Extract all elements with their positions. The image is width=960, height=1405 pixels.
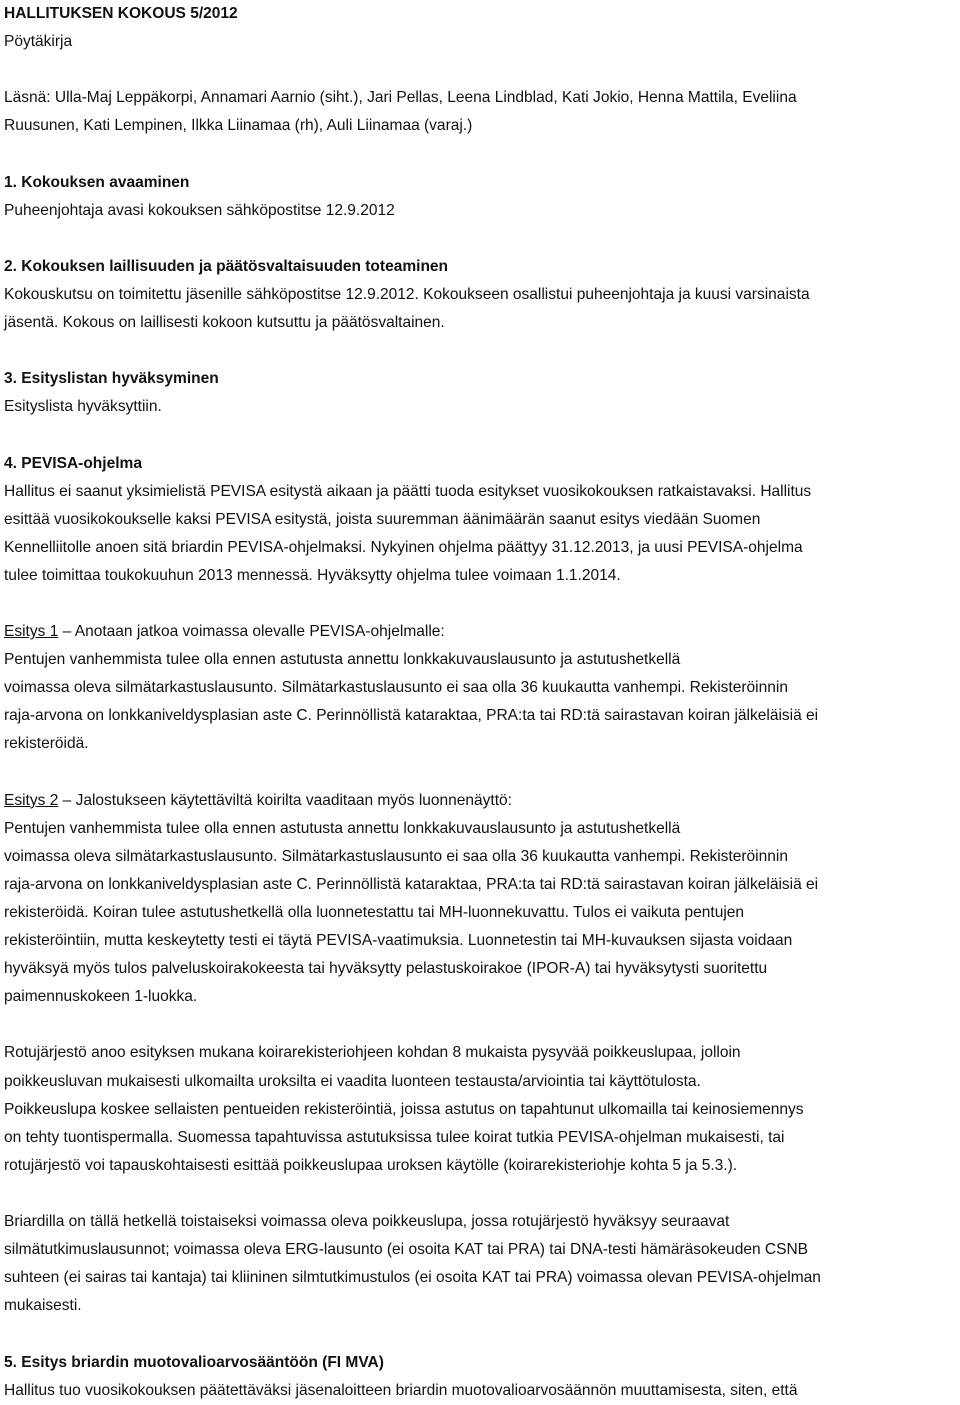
section-heading: 5. Esitys briardin muotovalioarvosääntöön (FI MVA) [4,1353,384,1371]
proposal-2-intro-text: – Jalostukseen käytettäviltä koirilta vaaditaan myös luonnenäyttö: [58,791,512,809]
paragraph-line: Briardilla on tällä hetkellä toistaiseksi voimassa oleva poikkeuslupa, jossa rotujärjestö hyväksyy seuraavat [4,1213,730,1231]
attendance-line: Läsnä: Ulla-Maj Leppäkorpi, Annamari Aarnio (siht.), Jari Pellas, Leena Lindblad, Kati Jokio, Henna Mattila, Eveliina [4,89,797,107]
paragraph-line: voimassa oleva silmätarkastuslausunto. Silmätarkastuslausunto ei saa olla 36 kuukautta vanhempi. Rekisteröinnin [4,847,788,865]
proposal-2-label: Esitys 2 [4,791,59,809]
paragraph-line: rotujärjestö voi tapauskohtaisesti esittää poikkeuslupaa uroksen käytölle (koirarekisteriohje kohta 5 ja 5.3.). [4,1156,738,1174]
paragraph-line: raja-arvona on lonkkaniveldysplasian aste C. Perinnöllistä kataraktaa, PRA:ta tai RD:tä sairastavan koiran jälkeläisiä ei [4,875,819,893]
paragraph-line: Puheenjohtaja avasi kokouksen sähköpostitse 12.9.2012 [4,201,395,219]
proposal-2-intro [4,787,960,815]
spacer [4,1011,960,1039]
proposal-1-intro [4,618,960,646]
paragraph-line: Hallitus tuo vuosikokouksen päätettäväksi jäsenaloitteen briardin muotovalioarvosäännön muuttamisesta, siten, että [4,1381,798,1399]
paragraph-line: Kennelliitolle anoen sitä briardin PEVISA-ohjelmaksi. Nykyinen ohjelma päättyy 31.12.2013, ja uusi PEVISA-ohjelma [4,538,803,556]
paragraph-line: rekisteröintiin, mutta keskeytetty testi ei täytä PEVISA-vaatimuksia. Luonnetestin tai MH-kuvauksen sijasta voidaan [4,932,793,950]
paragraph-line: poikkeusluvan mukaisesti ulkomailta uroksilta ei vaadita luonteen testausta/arviointia tai käyttötulosta. [4,1072,701,1090]
paragraph-line: Kokouskutsu on toimitettu jäsenille sähköpostitse 12.9.2012. Kokoukseen osallistui puheenjohtaja ja kuusi varsinaista [4,285,810,303]
spacer [4,140,960,168]
proposal-1-label: Esitys 1 [4,623,59,641]
paragraph-line: paimennuskokeen 1-luokka. [4,988,198,1006]
spacer [4,337,960,365]
paragraph-line: Rotujärjestö anoo esityksen mukana koirarekisteriohjeen kohdan 8 mukaista pysyvää poikkeuslupaa, jolloin [4,1044,741,1062]
paragraph-line: Pentujen vanhemmista tulee olla ennen astutusta annettu lonkkakuvauslausunto ja astutushetkellä [4,651,681,669]
section-heading: 3. Esityslistan hyväksyminen [4,370,219,388]
section-heading: 4. PEVISA-ohjelma [4,454,142,472]
paragraph-line: Hallitus ei saanut yksimielistä PEVISA esitystä aikaan ja päätti tuoda esitykset vuosikokouksen ratkaistavaksi. Hallitus [4,482,812,500]
paragraph-line: rekisteröidä. Koiran tulee astutushetkellä olla luonnetestattu tai MH-luonnekuvattu. Tulos ei vaikuta pentujen [4,904,745,921]
paragraph-line: on tehty tuontispermalla. Suomessa tapahtuvissa astutuksissa tulee koirat tutkia PEVISA-ohjelman mukaisesti, tai [4,1128,785,1146]
document-subtitle: Pöytäkirja [4,33,73,51]
paragraph-line: rekisteröidä. [4,735,89,753]
spacer [4,1320,960,1348]
paragraph-line: suhteen (ei sairas tai kantaja) tai kliininen silmtutkimustulos (ei osoita KAT tai PRA) voimassa olevan PEVISA-ohjelman [4,1269,821,1287]
proposal-1-intro-text: – Anotaan jatkoa voimassa olevalle PEVISA-ohjelmalle: [58,623,445,641]
paragraph-line: esittää vuosikokoukselle kaksi PEVISA esitystä, joista suuremman äänimäärän saanut esitys viedään Suomen [4,510,761,528]
section-heading: 2. Kokouksen laillisuuden ja päätösvaltaisuuden toteaminen [4,257,449,275]
spacer [4,421,960,449]
spacer [4,759,960,787]
paragraph-line: hyväksyä myös tulos palveluskoirakokeesta tai hyväksytty pelastuskoirakoe (IPOR-A) tai hyväksytysti suoritettu [4,960,768,978]
paragraph-line: Pentujen vanhemmista tulee olla ennen astutusta annettu lonkkakuvauslausunto ja astutushetkellä [4,819,681,837]
paragraph-line: tulee toimittaa toukokuuhun 2013 mennessä. Hyväksytty ohjelma tulee voimaan 1.1.2014. [4,566,621,584]
paragraph-line: Poikkeuslupa koskee sellaisten pentueiden rekisteröintiä, joissa astutus on tapahtunut ulkomailla tai keinosiemennys [4,1100,804,1118]
paragraph-line: mukaisesti. [4,1297,82,1315]
attendance-line: Ruusunen, Kati Lempinen, Ilkka Liinamaa (rh), Auli Liinamaa (varaj.) [4,117,473,135]
spacer [4,1180,960,1208]
spacer [4,56,960,84]
section-heading: 1. Kokouksen avaaminen [4,173,190,191]
paragraph-line: silmätutkimuslausunnot; voimassa oleva ERG-lausunto (ei osoita KAT tai PRA) tai DNA-testi hämäräsokeuden CSNB [4,1241,808,1259]
paragraph-line: Esityslista hyväksyttiin. [4,398,162,416]
paragraph-line: raja-arvona on lonkkaniveldysplasian aste C. Perinnöllistä kataraktaa, PRA:ta tai RD:tä sairastavan koiran jälkeläisiä ei [4,707,819,725]
spacer [4,225,960,253]
document-title: HALLITUKSEN KOKOUS 5/2012 [4,5,238,22]
paragraph-line: voimassa oleva silmätarkastuslausunto. Silmätarkastuslausunto ei saa olla 36 kuukautta vanhempi. Rekisteröinnin [4,679,788,697]
paragraph-line: jäsentä. Kokous on laillisesti kokoon kutsuttu ja päätösvaltainen. [4,314,445,332]
spacer [4,590,960,618]
